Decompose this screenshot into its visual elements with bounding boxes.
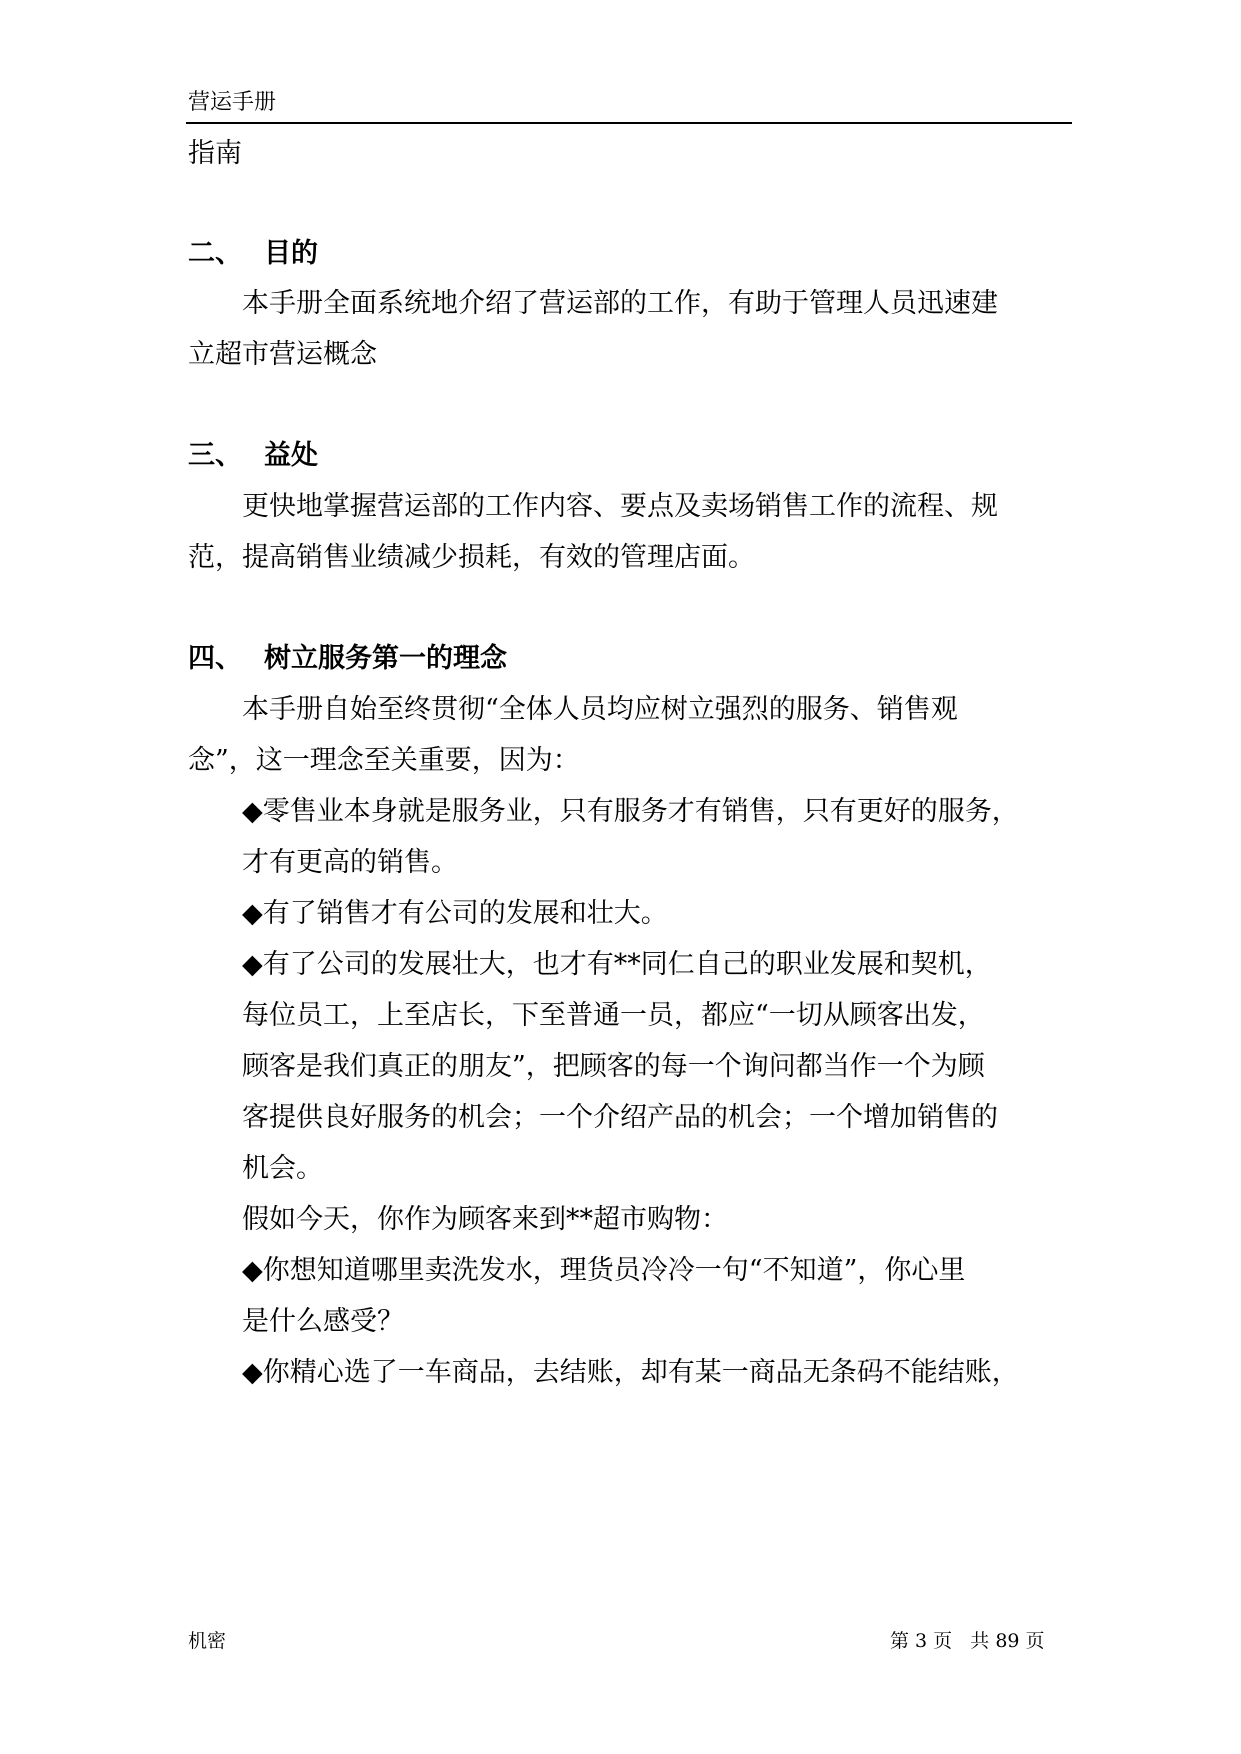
paragraph-line: 才有更高的销售。	[242, 847, 458, 878]
header-title: 营运手册	[188, 90, 277, 115]
bullet-line: ◆你想知道哪里卖洗发水，理货员冷冷一句“不知道”，你心里	[242, 1255, 966, 1286]
bullet-line: ◆有了销售才有公司的发展和壮大。	[242, 898, 668, 929]
footer-confidential: 机密	[188, 1630, 227, 1652]
bullet-line: ◆零售业本身就是服务业，只有服务才有销售，只有更好的服务，	[242, 796, 1019, 827]
paragraph-line: 本手册全面系统地介绍了营运部的工作，有助于管理人员迅速建	[242, 288, 998, 319]
section-title: 益处	[264, 440, 318, 471]
intro-line: 指南	[188, 138, 242, 169]
section-heading	[188, 236, 318, 272]
paragraph-line: 本手册自始至终贯彻“全体人员均应树立强烈的服务、销售观	[242, 694, 958, 725]
bullet-line: ◆你精心选了一车商品，去结账，却有某一商品无条码不能结账，	[242, 1357, 1019, 1388]
paragraph-line: 是什么感受？	[242, 1306, 404, 1337]
section-number: 二、	[188, 238, 242, 269]
paragraph-line: 顾客是我们真正的朋友”，把顾客的每一个询问都当作一个为顾	[242, 1051, 985, 1082]
section-heading	[188, 438, 318, 474]
paragraph-line: 每位员工，上至店长，下至普通一员，都应“一切从顾客出发，	[242, 1000, 985, 1031]
section-title: 目的	[264, 238, 318, 269]
paragraph-line: 客提供良好服务的机会；一个介绍产品的机会；一个增加销售的	[242, 1102, 998, 1133]
bullet-line: ◆有了公司的发展壮大，也才有**同仁自己的职业发展和契机，	[242, 949, 992, 980]
paragraph-line: 更快地掌握营运部的工作内容、要点及卖场销售工作的流程、规	[242, 491, 998, 522]
paragraph-line: 范，提高销售业绩减少损耗，有效的管理店面。	[188, 542, 755, 573]
paragraph-line: 假如今天，你作为顾客来到**超市购物：	[242, 1204, 728, 1235]
section-number: 三、	[188, 440, 242, 471]
section-number: 四、	[188, 643, 242, 674]
paragraph-line: 念”，这一理念至关重要，因为：	[188, 745, 580, 776]
footer-page-number: 第 3 页 共 89 页	[890, 1630, 1045, 1652]
paragraph-line: 立超市营运概念	[188, 339, 377, 370]
header-divider	[186, 122, 1072, 124]
paragraph-line: 机会。	[242, 1153, 323, 1184]
section-heading	[188, 641, 507, 677]
section-title: 树立服务第一的理念	[264, 643, 507, 674]
